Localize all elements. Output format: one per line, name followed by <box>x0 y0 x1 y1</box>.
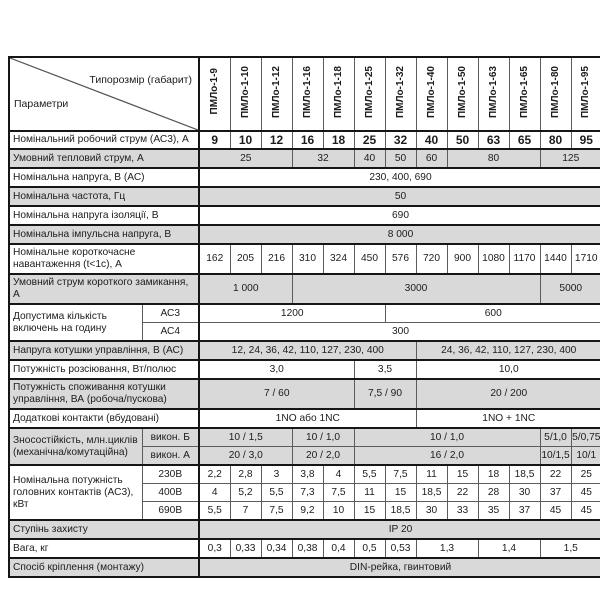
sub-label: викон. Б <box>142 428 199 447</box>
value-cell: 310 <box>292 244 323 274</box>
value-cell: 7,5 <box>323 484 354 502</box>
col-header-label: ПМЛо-1-95 <box>580 65 592 118</box>
table-row <box>9 428 600 447</box>
corner-bottom-label: Параметри <box>14 98 69 110</box>
param-label: Спосіб кріплення (монтажу) <box>9 558 199 577</box>
value-cell: 33 <box>447 502 478 521</box>
value-cell: 0,34 <box>261 539 292 558</box>
table-row <box>9 149 600 168</box>
table-row <box>9 244 600 274</box>
table-row <box>9 558 600 577</box>
value-cell: 30 <box>509 484 540 502</box>
header-row <box>9 57 600 131</box>
table-row <box>9 131 600 149</box>
col-header <box>354 57 385 131</box>
value-cell: 11 <box>354 484 385 502</box>
col-header <box>292 57 323 131</box>
table-row <box>9 379 600 409</box>
table-row <box>9 520 600 539</box>
value-cell: 80 <box>447 149 540 168</box>
value-cell: 5/0,75 <box>571 428 600 447</box>
value-cell: 20 / 3,0 <box>199 447 292 466</box>
param-label: Умовний струм короткого замикання, А <box>9 274 199 304</box>
col-header-label: ПМЛо-1-32 <box>394 65 406 118</box>
value-cell: 95 <box>571 131 600 149</box>
col-header-label: ПМЛо-1-63 <box>487 65 499 118</box>
value-cell: 11 <box>416 465 447 484</box>
table-row <box>9 465 600 484</box>
value-cell: 5,2 <box>230 484 261 502</box>
param-label: Номінальна напруга, В (АС) <box>9 168 199 187</box>
value-cell: 2,2 <box>199 465 230 484</box>
value-cell: 3000 <box>292 274 540 304</box>
param-label: Зносостійкість, млн.циклів (механічна/комутаційна) <box>9 428 142 465</box>
col-header-label: ПМЛо-1-25 <box>363 65 375 118</box>
value-cell: 10 / 1,0 <box>354 428 540 447</box>
value-cell: 10/1,5 <box>540 447 571 466</box>
value-cell: 30 <box>416 502 447 521</box>
value-cell: 12, 24, 36, 42, 110, 127, 230, 400 <box>199 341 416 360</box>
param-label: Номінальна частота, Гц <box>9 187 199 206</box>
value-cell: 4 <box>199 484 230 502</box>
sub-label: викон. А <box>142 447 199 466</box>
value-cell: 1NO + 1NC <box>416 409 600 428</box>
value-cell: 5,5 <box>354 465 385 484</box>
value-cell: 28 <box>478 484 509 502</box>
value-cell: 32 <box>385 131 416 149</box>
value-cell: 1,5 <box>540 539 600 558</box>
value-cell: 15 <box>385 484 416 502</box>
param-label: Допустима кількість включень на годину <box>9 304 142 341</box>
value-cell: IP 20 <box>199 520 600 539</box>
table-row <box>9 168 600 187</box>
value-cell: 9 <box>199 131 230 149</box>
param-label: Номінальний робочий струм (АС3), А <box>9 131 199 149</box>
param-label: Номінальне короткочасне навантаження (t<1c), А <box>9 244 199 274</box>
value-cell: 3,5 <box>354 360 416 379</box>
param-label: Номінальна напруга ізоляції, В <box>9 206 199 225</box>
col-header-label: ПМЛо-1-65 <box>518 65 530 118</box>
value-cell: 10 <box>323 502 354 521</box>
value-cell: 65 <box>509 131 540 149</box>
value-cell: 22 <box>447 484 478 502</box>
value-cell: 5/1,0 <box>540 428 571 447</box>
col-header-label: ПМЛо-1-16 <box>301 65 313 118</box>
col-header-label: ПМЛо-1-50 <box>456 65 468 118</box>
param-label: Номінальна потужність головних контактів (АС3), кВт <box>9 465 142 520</box>
value-cell: 18 <box>323 131 354 149</box>
table-row <box>9 341 600 360</box>
col-header <box>447 57 478 131</box>
value-cell: 37 <box>509 502 540 521</box>
value-cell: 3,0 <box>199 360 354 379</box>
value-cell: 1,3 <box>416 539 478 558</box>
value-cell: 450 <box>354 244 385 274</box>
value-cell: 45 <box>571 484 600 502</box>
value-cell: 7 / 60 <box>199 379 354 409</box>
param-label: Потужність споживання котушки управління, ВА (робоча/пускова) <box>9 379 199 409</box>
table-row <box>9 187 600 206</box>
value-cell: 18,5 <box>509 465 540 484</box>
value-cell: 15 <box>447 465 478 484</box>
value-cell: 10/1 <box>571 447 600 466</box>
value-cell: 0,3 <box>199 539 230 558</box>
col-header <box>261 57 292 131</box>
value-cell: 10,0 <box>416 360 600 379</box>
value-cell: 63 <box>478 131 509 149</box>
table-row <box>9 206 600 225</box>
value-cell: 5,5 <box>199 502 230 521</box>
value-cell: 5000 <box>540 274 600 304</box>
value-cell: 3 <box>261 465 292 484</box>
param-label: Ступінь захисту <box>9 520 199 539</box>
value-cell: 2,8 <box>230 465 261 484</box>
value-cell: 1170 <box>509 244 540 274</box>
value-cell: 1NO або 1NC <box>199 409 416 428</box>
value-cell: 0,4 <box>323 539 354 558</box>
value-cell: 10 / 1,5 <box>199 428 292 447</box>
value-cell: 205 <box>230 244 261 274</box>
value-cell: 9,2 <box>292 502 323 521</box>
value-cell: 1,4 <box>478 539 540 558</box>
param-label: Потужність розсіювання, Вт/полюс <box>9 360 199 379</box>
value-cell: 40 <box>416 131 447 149</box>
param-label: Вага, кг <box>9 539 199 558</box>
datasheet-page <box>8 56 600 578</box>
value-cell: 60 <box>416 149 447 168</box>
value-cell: 35 <box>478 502 509 521</box>
value-cell: 230, 400, 690 <box>199 168 600 187</box>
value-cell: 690 <box>199 206 600 225</box>
value-cell: 5,5 <box>261 484 292 502</box>
value-cell: 7,5 <box>385 465 416 484</box>
value-cell: 22 <box>540 465 571 484</box>
value-cell: 50 <box>199 187 600 206</box>
value-cell: 600 <box>385 304 600 323</box>
value-cell: 3,8 <box>292 465 323 484</box>
value-cell: 0,53 <box>385 539 416 558</box>
value-cell: 7,3 <box>292 484 323 502</box>
value-cell: 25 <box>571 465 600 484</box>
col-header-label: ПМЛо-1-10 <box>239 65 251 118</box>
col-header <box>478 57 509 131</box>
col-header <box>199 57 230 131</box>
value-cell: 125 <box>540 149 600 168</box>
value-cell: 32 <box>292 149 354 168</box>
col-header-label: ПМЛо-1-9 <box>208 68 220 115</box>
table-row <box>9 274 600 304</box>
table-row <box>9 360 600 379</box>
diagonal-line <box>10 58 198 130</box>
value-cell: 1710 <box>571 244 600 274</box>
value-cell: 20 / 2,0 <box>292 447 354 466</box>
value-cell: 4 <box>323 465 354 484</box>
value-cell: 7 <box>230 502 261 521</box>
table-row <box>9 304 600 323</box>
col-header <box>571 57 600 131</box>
col-header-label: ПМЛо-1-18 <box>332 65 344 118</box>
value-cell: 50 <box>447 131 478 149</box>
value-cell: 18,5 <box>416 484 447 502</box>
value-cell: 45 <box>571 502 600 521</box>
value-cell: 18 <box>478 465 509 484</box>
col-header <box>540 57 571 131</box>
value-cell: 20 / 200 <box>416 379 600 409</box>
table-row <box>9 225 600 244</box>
value-cell: 50 <box>385 149 416 168</box>
col-header <box>416 57 447 131</box>
param-label: Напруга котушки управління, В (АС) <box>9 341 199 360</box>
sub-label: 690В <box>142 502 199 521</box>
value-cell: 1 000 <box>199 274 292 304</box>
spec-table <box>8 56 600 578</box>
value-cell: DIN-рейка, гвинтовий <box>199 558 600 577</box>
value-cell: 45 <box>540 502 571 521</box>
col-header-label: ПМЛо-1-12 <box>270 65 282 118</box>
param-label: Номінальна імпульсна напруга, В <box>9 225 199 244</box>
col-header <box>230 57 261 131</box>
value-cell: 1200 <box>199 304 385 323</box>
col-header <box>509 57 540 131</box>
table-row <box>9 409 600 428</box>
col-header-label: ПМЛо-1-40 <box>425 65 437 118</box>
value-cell: 0,38 <box>292 539 323 558</box>
value-cell: 7,5 / 90 <box>354 379 416 409</box>
value-cell: 0,5 <box>354 539 385 558</box>
value-cell: 10 <box>230 131 261 149</box>
value-cell: 162 <box>199 244 230 274</box>
corner-top-label: Типорозмір (габарит) <box>89 74 192 86</box>
value-cell: 576 <box>385 244 416 274</box>
value-cell: 10 / 1,0 <box>292 428 354 447</box>
value-cell: 37 <box>540 484 571 502</box>
value-cell: 324 <box>323 244 354 274</box>
param-label: Додаткові контакти (вбудовані) <box>9 409 199 428</box>
param-label: Умовний тепловий струм, А <box>9 149 199 168</box>
sub-label: 400В <box>142 484 199 502</box>
col-header <box>385 57 416 131</box>
value-cell: 1440 <box>540 244 571 274</box>
value-cell: 40 <box>354 149 385 168</box>
value-cell: 216 <box>261 244 292 274</box>
value-cell: 15 <box>354 502 385 521</box>
sub-label: АС4 <box>142 323 199 342</box>
value-cell: 300 <box>199 323 600 342</box>
sub-label: 230В <box>142 465 199 484</box>
value-cell: 0,33 <box>230 539 261 558</box>
value-cell: 25 <box>354 131 385 149</box>
value-cell: 25 <box>199 149 292 168</box>
value-cell: 80 <box>540 131 571 149</box>
col-header-label: ПМЛо-1-80 <box>549 65 561 118</box>
value-cell: 24, 36, 42, 110, 127, 230, 400 <box>416 341 600 360</box>
value-cell: 900 <box>447 244 478 274</box>
corner-cell <box>9 57 199 131</box>
value-cell: 7,5 <box>261 502 292 521</box>
value-cell: 8 000 <box>199 225 600 244</box>
table-row <box>9 539 600 558</box>
col-header <box>323 57 354 131</box>
value-cell: 18,5 <box>385 502 416 521</box>
value-cell: 16 <box>292 131 323 149</box>
value-cell: 720 <box>416 244 447 274</box>
value-cell: 1080 <box>478 244 509 274</box>
value-cell: 16 / 2,0 <box>354 447 540 466</box>
value-cell: 12 <box>261 131 292 149</box>
sub-label: АС3 <box>142 304 199 323</box>
